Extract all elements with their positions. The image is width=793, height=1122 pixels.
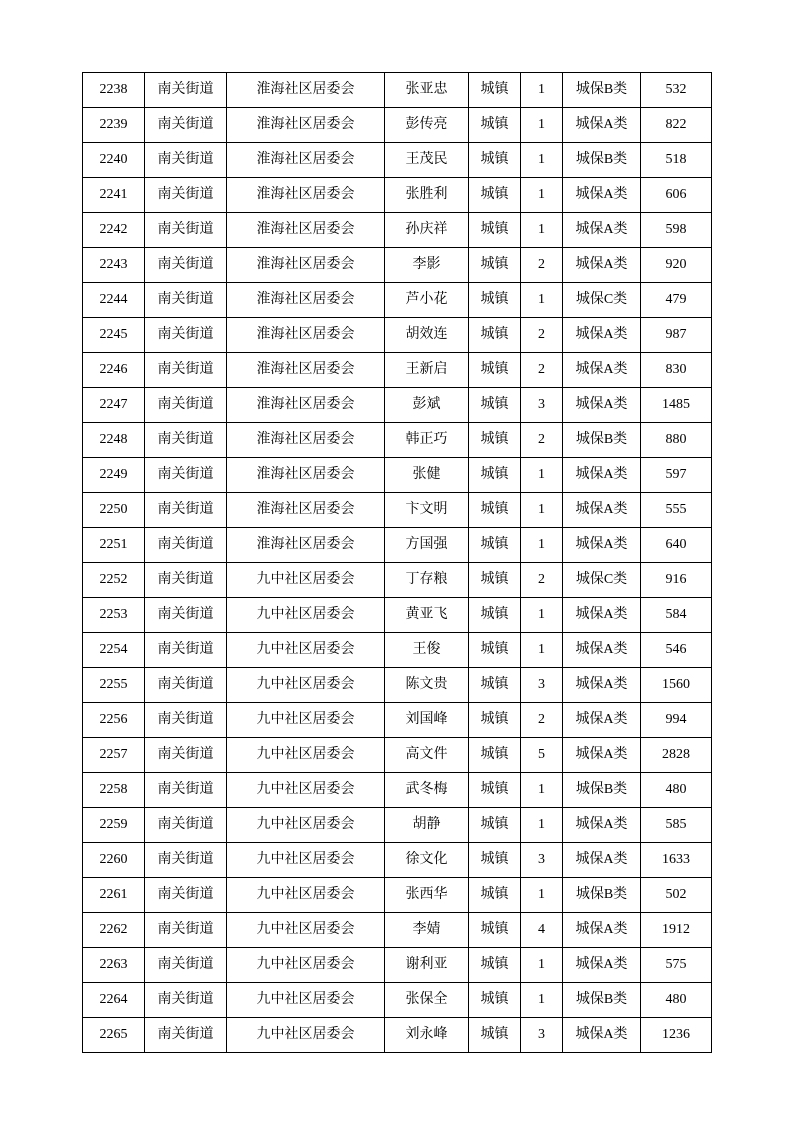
table-body: [83, 73, 712, 1053]
row-id: 2256: [83, 703, 145, 738]
row-person-count: 3: [521, 668, 563, 703]
row-person-count: 4: [521, 913, 563, 948]
row-household-type: 城镇: [469, 458, 521, 493]
row-community: 九中社区居委会: [227, 598, 385, 633]
row-category: 城保B类: [563, 983, 641, 1018]
table-row: [83, 318, 712, 353]
row-amount: 994: [641, 703, 712, 738]
row-person-count: 2: [521, 318, 563, 353]
row-category: 城保A类: [563, 738, 641, 773]
table-row: [83, 248, 712, 283]
row-category: 城保C类: [563, 563, 641, 598]
row-amount: 598: [641, 213, 712, 248]
row-name: 张健: [385, 458, 469, 493]
table-row: [83, 1018, 712, 1053]
row-street: 南关街道: [145, 528, 227, 563]
row-category: 城保B类: [563, 878, 641, 913]
row-community: 淮海社区居委会: [227, 108, 385, 143]
row-community: 九中社区居委会: [227, 703, 385, 738]
table-row: [83, 843, 712, 878]
row-amount: 518: [641, 143, 712, 178]
table-row: [83, 668, 712, 703]
row-id: 2243: [83, 248, 145, 283]
row-amount: 1560: [641, 668, 712, 703]
row-street: 南关街道: [145, 108, 227, 143]
row-category: 城保B类: [563, 73, 641, 108]
row-household-type: 城镇: [469, 1018, 521, 1053]
row-street: 南关街道: [145, 808, 227, 843]
row-person-count: 1: [521, 108, 563, 143]
row-community: 九中社区居委会: [227, 633, 385, 668]
row-category: 城保A类: [563, 913, 641, 948]
row-household-type: 城镇: [469, 738, 521, 773]
row-person-count: 1: [521, 73, 563, 108]
row-person-count: 1: [521, 598, 563, 633]
row-person-count: 1: [521, 178, 563, 213]
row-street: 南关街道: [145, 143, 227, 178]
row-person-count: 2: [521, 563, 563, 598]
row-street: 南关街道: [145, 73, 227, 108]
row-community: 九中社区居委会: [227, 773, 385, 808]
row-household-type: 城镇: [469, 563, 521, 598]
row-amount: 575: [641, 948, 712, 983]
row-name: 刘国峰: [385, 703, 469, 738]
row-id: 2242: [83, 213, 145, 248]
row-amount: 1485: [641, 388, 712, 423]
row-category: 城保B类: [563, 773, 641, 808]
table-row: [83, 73, 712, 108]
row-street: 南关街道: [145, 1018, 227, 1053]
row-household-type: 城镇: [469, 528, 521, 563]
row-household-type: 城镇: [469, 213, 521, 248]
table-row: [83, 983, 712, 1018]
row-name: 胡静: [385, 808, 469, 843]
row-category: 城保A类: [563, 493, 641, 528]
row-name: 张西华: [385, 878, 469, 913]
row-name: 张亚忠: [385, 73, 469, 108]
row-amount: 584: [641, 598, 712, 633]
row-street: 南关街道: [145, 948, 227, 983]
table-row: [83, 458, 712, 493]
row-street: 南关街道: [145, 423, 227, 458]
row-id: 2250: [83, 493, 145, 528]
row-household-type: 城镇: [469, 73, 521, 108]
row-community: 淮海社区居委会: [227, 388, 385, 423]
row-id: 2263: [83, 948, 145, 983]
table-row: [83, 528, 712, 563]
table-row: [83, 773, 712, 808]
table-row: [83, 948, 712, 983]
table-row: [83, 388, 712, 423]
row-household-type: 城镇: [469, 808, 521, 843]
row-street: 南关街道: [145, 983, 227, 1018]
row-household-type: 城镇: [469, 878, 521, 913]
row-person-count: 2: [521, 423, 563, 458]
row-amount: 597: [641, 458, 712, 493]
row-community: 九中社区居委会: [227, 983, 385, 1018]
table-row: [83, 353, 712, 388]
row-household-type: 城镇: [469, 353, 521, 388]
table-row: [83, 598, 712, 633]
row-street: 南关街道: [145, 878, 227, 913]
row-name: 张胜利: [385, 178, 469, 213]
row-amount: 1912: [641, 913, 712, 948]
row-id: 2249: [83, 458, 145, 493]
row-community: 九中社区居委会: [227, 808, 385, 843]
row-category: 城保A类: [563, 528, 641, 563]
row-person-count: 1: [521, 528, 563, 563]
row-community: 淮海社区居委会: [227, 248, 385, 283]
table-row: [83, 143, 712, 178]
row-amount: 532: [641, 73, 712, 108]
row-amount: 2828: [641, 738, 712, 773]
row-name: 黄亚飞: [385, 598, 469, 633]
row-amount: 880: [641, 423, 712, 458]
row-category: 城保A类: [563, 633, 641, 668]
row-street: 南关街道: [145, 773, 227, 808]
row-street: 南关街道: [145, 353, 227, 388]
row-person-count: 1: [521, 948, 563, 983]
row-community: 九中社区居委会: [227, 913, 385, 948]
row-name: 刘永峰: [385, 1018, 469, 1053]
row-category: 城保A类: [563, 948, 641, 983]
row-id: 2254: [83, 633, 145, 668]
row-amount: 916: [641, 563, 712, 598]
row-id: 2245: [83, 318, 145, 353]
table-row: [83, 108, 712, 143]
row-amount: 480: [641, 773, 712, 808]
row-name: 陈文贵: [385, 668, 469, 703]
row-name: 张保全: [385, 983, 469, 1018]
row-amount: 822: [641, 108, 712, 143]
row-community: 淮海社区居委会: [227, 73, 385, 108]
subsidy-table: [82, 72, 712, 1053]
row-category: 城保A类: [563, 353, 641, 388]
row-name: 胡效连: [385, 318, 469, 353]
row-person-count: 3: [521, 388, 563, 423]
row-street: 南关街道: [145, 493, 227, 528]
row-person-count: 2: [521, 248, 563, 283]
row-name: 徐文化: [385, 843, 469, 878]
table-row: [83, 878, 712, 913]
row-category: 城保A类: [563, 598, 641, 633]
row-street: 南关街道: [145, 178, 227, 213]
table-row: [83, 808, 712, 843]
row-amount: 987: [641, 318, 712, 353]
row-amount: 585: [641, 808, 712, 843]
row-person-count: 1: [521, 633, 563, 668]
row-amount: 479: [641, 283, 712, 318]
row-street: 南关街道: [145, 738, 227, 773]
row-name: 李婧: [385, 913, 469, 948]
row-household-type: 城镇: [469, 633, 521, 668]
row-name: 武冬梅: [385, 773, 469, 808]
row-name: 王新启: [385, 353, 469, 388]
row-amount: 640: [641, 528, 712, 563]
row-id: 2261: [83, 878, 145, 913]
row-community: 淮海社区居委会: [227, 178, 385, 213]
row-id: 2257: [83, 738, 145, 773]
row-community: 九中社区居委会: [227, 1018, 385, 1053]
row-person-count: 3: [521, 1018, 563, 1053]
row-name: 彭斌: [385, 388, 469, 423]
row-person-count: 1: [521, 493, 563, 528]
row-street: 南关街道: [145, 388, 227, 423]
row-street: 南关街道: [145, 598, 227, 633]
row-community: 淮海社区居委会: [227, 493, 385, 528]
row-person-count: 1: [521, 283, 563, 318]
table-row: [83, 633, 712, 668]
row-category: 城保A类: [563, 703, 641, 738]
table-row: [83, 738, 712, 773]
row-household-type: 城镇: [469, 388, 521, 423]
row-category: 城保A类: [563, 1018, 641, 1053]
row-community: 九中社区居委会: [227, 668, 385, 703]
row-person-count: 1: [521, 983, 563, 1018]
row-amount: 1236: [641, 1018, 712, 1053]
row-household-type: 城镇: [469, 983, 521, 1018]
row-community: 淮海社区居委会: [227, 528, 385, 563]
row-category: 城保A类: [563, 213, 641, 248]
row-street: 南关街道: [145, 213, 227, 248]
row-category: 城保A类: [563, 248, 641, 283]
row-name: 李影: [385, 248, 469, 283]
row-amount: 480: [641, 983, 712, 1018]
row-street: 南关街道: [145, 913, 227, 948]
row-person-count: 5: [521, 738, 563, 773]
row-id: 2244: [83, 283, 145, 318]
row-community: 淮海社区居委会: [227, 318, 385, 353]
row-street: 南关街道: [145, 563, 227, 598]
row-id: 2238: [83, 73, 145, 108]
row-category: 城保C类: [563, 283, 641, 318]
row-street: 南关街道: [145, 318, 227, 353]
row-street: 南关街道: [145, 248, 227, 283]
row-street: 南关街道: [145, 633, 227, 668]
row-person-count: 2: [521, 703, 563, 738]
row-name: 彭传亮: [385, 108, 469, 143]
row-household-type: 城镇: [469, 318, 521, 353]
row-id: 2248: [83, 423, 145, 458]
row-name: 方国强: [385, 528, 469, 563]
row-name: 王俊: [385, 633, 469, 668]
row-household-type: 城镇: [469, 143, 521, 178]
row-household-type: 城镇: [469, 108, 521, 143]
row-category: 城保A类: [563, 318, 641, 353]
row-category: 城保A类: [563, 388, 641, 423]
row-amount: 606: [641, 178, 712, 213]
table-row: [83, 423, 712, 458]
row-name: 王茂民: [385, 143, 469, 178]
row-person-count: 3: [521, 843, 563, 878]
row-household-type: 城镇: [469, 248, 521, 283]
row-id: 2247: [83, 388, 145, 423]
row-community: 淮海社区居委会: [227, 458, 385, 493]
row-person-count: 1: [521, 213, 563, 248]
row-category: 城保A类: [563, 808, 641, 843]
row-amount: 920: [641, 248, 712, 283]
row-name: 高文件: [385, 738, 469, 773]
row-street: 南关街道: [145, 843, 227, 878]
row-household-type: 城镇: [469, 598, 521, 633]
table-row: [83, 178, 712, 213]
row-id: 2252: [83, 563, 145, 598]
row-community: 淮海社区居委会: [227, 353, 385, 388]
row-community: 九中社区居委会: [227, 948, 385, 983]
row-community: 九中社区居委会: [227, 563, 385, 598]
row-name: 孙庆祥: [385, 213, 469, 248]
row-category: 城保B类: [563, 423, 641, 458]
row-household-type: 城镇: [469, 668, 521, 703]
row-community: 九中社区居委会: [227, 878, 385, 913]
row-street: 南关街道: [145, 283, 227, 318]
row-community: 淮海社区居委会: [227, 213, 385, 248]
row-id: 2264: [83, 983, 145, 1018]
row-household-type: 城镇: [469, 773, 521, 808]
row-street: 南关街道: [145, 458, 227, 493]
row-name: 卞文明: [385, 493, 469, 528]
row-id: 2246: [83, 353, 145, 388]
row-household-type: 城镇: [469, 283, 521, 318]
row-name: 丁存粮: [385, 563, 469, 598]
table-row: [83, 703, 712, 738]
row-household-type: 城镇: [469, 493, 521, 528]
row-id: 2241: [83, 178, 145, 213]
table-row: [83, 563, 712, 598]
row-id: 2253: [83, 598, 145, 633]
row-household-type: 城镇: [469, 843, 521, 878]
row-category: 城保A类: [563, 178, 641, 213]
row-street: 南关街道: [145, 668, 227, 703]
row-category: 城保A类: [563, 458, 641, 493]
row-person-count: 1: [521, 878, 563, 913]
row-person-count: 1: [521, 458, 563, 493]
row-id: 2255: [83, 668, 145, 703]
row-person-count: 1: [521, 808, 563, 843]
table-row: [83, 913, 712, 948]
row-id: 2251: [83, 528, 145, 563]
row-community: 淮海社区居委会: [227, 283, 385, 318]
row-community: 淮海社区居委会: [227, 143, 385, 178]
row-household-type: 城镇: [469, 913, 521, 948]
row-name: 韩正巧: [385, 423, 469, 458]
table-row: [83, 213, 712, 248]
row-id: 2265: [83, 1018, 145, 1053]
row-street: 南关街道: [145, 703, 227, 738]
row-household-type: 城镇: [469, 948, 521, 983]
row-amount: 502: [641, 878, 712, 913]
row-category: 城保A类: [563, 668, 641, 703]
row-household-type: 城镇: [469, 703, 521, 738]
row-id: 2260: [83, 843, 145, 878]
row-id: 2258: [83, 773, 145, 808]
row-name: 谢利亚: [385, 948, 469, 983]
row-person-count: 1: [521, 143, 563, 178]
row-amount: 1633: [641, 843, 712, 878]
row-category: 城保A类: [563, 108, 641, 143]
row-amount: 555: [641, 493, 712, 528]
row-amount: 830: [641, 353, 712, 388]
table-row: [83, 493, 712, 528]
row-amount: 546: [641, 633, 712, 668]
row-community: 九中社区居委会: [227, 738, 385, 773]
row-community: 九中社区居委会: [227, 843, 385, 878]
row-household-type: 城镇: [469, 178, 521, 213]
row-community: 淮海社区居委会: [227, 423, 385, 458]
table-row: [83, 283, 712, 318]
row-id: 2262: [83, 913, 145, 948]
row-id: 2240: [83, 143, 145, 178]
row-category: 城保B类: [563, 143, 641, 178]
row-name: 芦小花: [385, 283, 469, 318]
row-person-count: 2: [521, 353, 563, 388]
row-person-count: 1: [521, 773, 563, 808]
row-id: 2239: [83, 108, 145, 143]
row-household-type: 城镇: [469, 423, 521, 458]
row-category: 城保A类: [563, 843, 641, 878]
row-id: 2259: [83, 808, 145, 843]
